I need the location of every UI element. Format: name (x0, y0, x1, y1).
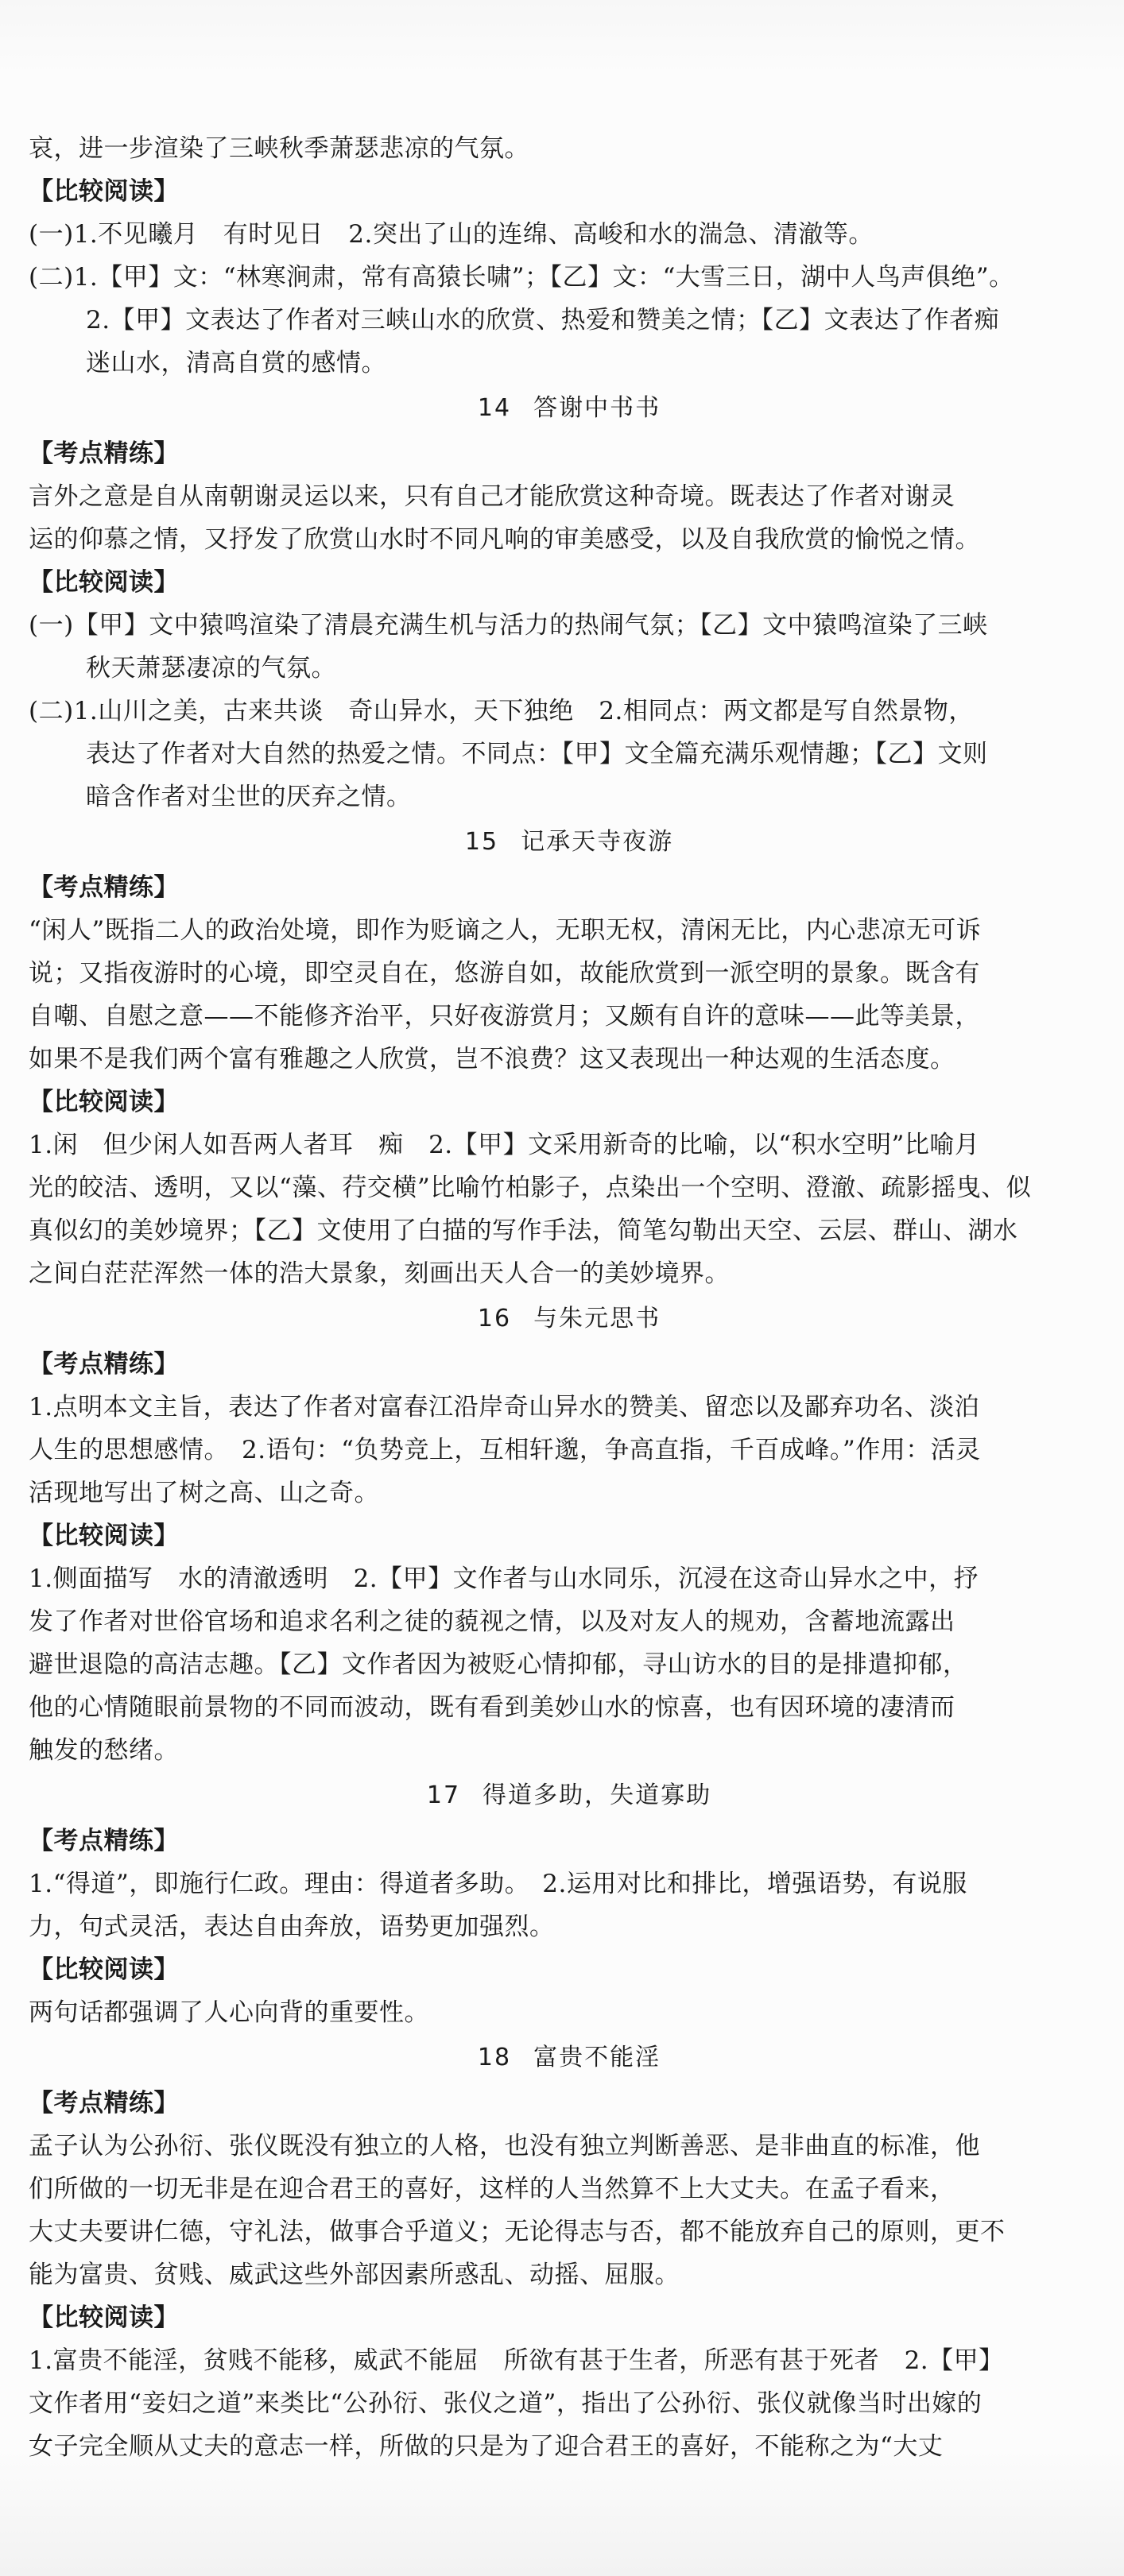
answer-line: 们所做的一切无非是在迎合君王的喜好，这样的人当然算不上大丈夫。在孟子看来， (29, 2175, 955, 2203)
answer-line: (一)1.不见曦月 有时见日 2.突出了山的连绵、高峻和水的湍急、清澈等。 (29, 220, 874, 249)
subsection-heading: 【比较阅读】 (29, 1522, 179, 1550)
section-title-text: 与朱元思书 (533, 1305, 661, 1332)
section-title-text: 富贵不能淫 (533, 2044, 661, 2071)
subsection-heading: 【比较阅读】 (29, 1088, 179, 1116)
answer-line: 运的仰慕之情，又抒发了欣赏山水时不同凡响的审美感受，以及自我欣赏的愉悦之情。 (29, 525, 980, 554)
answer-line: 他的心情随眼前景物的不同而波动，既有看到美妙山水的惊喜，也有因环境的凄清而 (29, 1693, 955, 1722)
answer-line: 1.“得道”，即施行仁政。理由：得道者多助。 2.运用对比和排比，增强语势，有说服 (29, 1870, 967, 1898)
answer-content (29, 127, 1078, 2468)
subsection-heading: 【比较阅读】 (29, 568, 179, 597)
answer-line: 暗含作者对尘世的厌弃之情。 (86, 783, 412, 811)
section-title-text: 记承天寺夜游 (521, 828, 674, 856)
section-title-text: 得道多助，失道寡助 (483, 1781, 712, 1809)
subsection-heading: 【考点精练】 (29, 1350, 179, 1379)
section-title (29, 385, 1078, 432)
section-title (29, 1772, 1078, 1820)
subsection-heading: 【比较阅读】 (29, 177, 179, 206)
answer-line: 能为富贵、贫贱、威武这些外部因素所惑乱、动摇、屈服。 (29, 2261, 680, 2289)
answer-line: “闲人”既指二人的政治处境，即作为贬谪之人，无职无权，清闲无比，内心悲凉无可诉 (29, 916, 982, 945)
section-number: 17 (426, 1781, 461, 1809)
subsection-heading: 【考点精练】 (29, 439, 179, 468)
section-title (29, 2034, 1078, 2082)
answer-line: 迷山水，清高自赏的感情。 (86, 349, 386, 377)
section-number: 15 (464, 828, 499, 856)
section-number: 16 (477, 1305, 512, 1332)
subsection-heading: 【比较阅读】 (29, 1955, 179, 1984)
answer-line: 秋天萧瑟凄凉的气氛。 (86, 654, 336, 683)
answer-line: 言外之意是自从南朝谢灵运以来，只有自己才能欣赏这种奇境。既表达了作者对谢灵 (29, 482, 955, 511)
section-title-text: 答谢中书书 (533, 394, 661, 422)
answer-line: 力，句式灵活，表达自由奔放，语势更加强烈。 (29, 1913, 555, 1941)
answer-line: 说；又指夜游时的心境，即空灵自在，悠游自如，故能欣赏到一派空明的景象。既含有 (29, 959, 980, 988)
section-number: 18 (477, 2044, 512, 2071)
answer-line: 光的皎洁、透明，又以“藻、荇交横”比喻竹柏影子，点染出一个空明、澄澈、疏影摇曳、似 (29, 1174, 1032, 1202)
answer-line: 之间白茫茫浑然一体的浩大景象，刻画出天人合一的美妙境界。 (29, 1259, 730, 1288)
answer-line: 大丈夫要讲仁德，守礼法，做事合乎道义；无论得志与否，都不能放弃自己的原则，更不 (29, 2218, 1006, 2246)
answer-line: 1.富贵不能淫，贫贱不能移，威武不能屈 所欲有甚于生者，所恶有甚于死者 2.【甲】 (29, 2346, 1004, 2375)
answer-line: 触发的愁绪。 (29, 1736, 179, 1765)
subsection-heading: 【考点精练】 (29, 2089, 179, 2118)
answer-line: 活现地写出了树之高、山之奇。 (29, 1479, 379, 1507)
subsection-heading: 【考点精练】 (29, 873, 179, 902)
answer-line: 孟子认为公孙衍、张仪既没有独立的人格，也没有独立判断善恶、是非曲直的标准，他 (29, 2132, 980, 2160)
answer-line: 1.侧面描写 水的清澈透明 2.【甲】文作者与山水同乐，沉浸在这奇山异水之中，抒 (29, 1565, 979, 1593)
answer-line: 真似幻的美妙境界；【乙】文使用了白描的写作手法，简笔勾勒出天空、云层、群山、湖水 (29, 1216, 1018, 1245)
answer-line: 文作者用“妾妇之道”来类比“公孙衍、张仪之道”，指出了公孙衍、张仪就像当时出嫁的 (29, 2389, 983, 2418)
answer-line: 表达了作者对大自然的热爱之情。不同点：【甲】文全篇充满乐观情趣；【乙】文则 (86, 740, 988, 768)
answer-line: 1.点明本文主旨，表达了作者对富春江沿岸奇山异水的赞美、留恋以及鄙弃功名、淡泊 (29, 1393, 980, 1421)
answer-line: 人生的思想感情。 2.语句：“负势竞上，互相轩邈，争高直指，千百成峰。”作用：活灵 (29, 1436, 981, 1464)
section-number: 14 (477, 394, 512, 422)
section-title (29, 1295, 1078, 1343)
answer-line: (二)1.【甲】文：“林寒涧肃，常有高猿长啸”；【乙】文：“大雪三日，湖中人鸟声俱绝”。 (29, 263, 1014, 292)
answer-line: (二)1.山川之美，古来共谈 奇山异水，天下独绝 2.相同点：两文都是写自然景物， (29, 697, 974, 725)
section-title (29, 818, 1078, 866)
answer-line: 避世退隐的高洁志趣。【乙】文作者因为被贬心情抑郁，寻山访水的目的是排遣抑郁， (29, 1650, 968, 1679)
answer-line: 自嘲、自慰之意——不能修齐治平，只好夜游赏月；又颇有自许的意味——此等美景， (29, 1002, 980, 1031)
answer-line: 2.【甲】文表达了作者对三峡山水的欣赏、热爱和赞美之情；【乙】文表达了作者痴 (86, 306, 1000, 335)
answer-line: 两句话都强调了人心向背的重要性。 (29, 1998, 429, 2027)
answer-line: 哀，进一步渲染了三峡秋季萧瑟悲凉的气氛。 (29, 134, 529, 163)
answer-line: (一)【甲】文中猿鸣渲染了清晨充满生机与活力的热闹气氛；【乙】文中猿鸣渲染了三峡 (29, 611, 988, 640)
answer-line: 发了作者对世俗官场和追求名利之徒的藐视之情，以及对友人的规劝，含蓄地流露出 (29, 1607, 955, 1636)
subsection-heading: 【比较阅读】 (29, 2303, 179, 2332)
subsection-heading: 【考点精练】 (29, 1827, 179, 1855)
answer-line: 如果不是我们两个富有雅趣之人欣赏，岂不浪费？这又表现出一种达观的生活态度。 (29, 1045, 955, 1073)
answer-line: 女子完全顺从丈夫的意志一样，所做的只是为了迎合君王的喜好，不能称之为“大丈 (29, 2432, 944, 2461)
answer-line: 1.闲 但少闲人如吾两人者耳 痴 2.【甲】文采用新奇的比喻，以“积水空明”比喻月 (29, 1131, 980, 1159)
